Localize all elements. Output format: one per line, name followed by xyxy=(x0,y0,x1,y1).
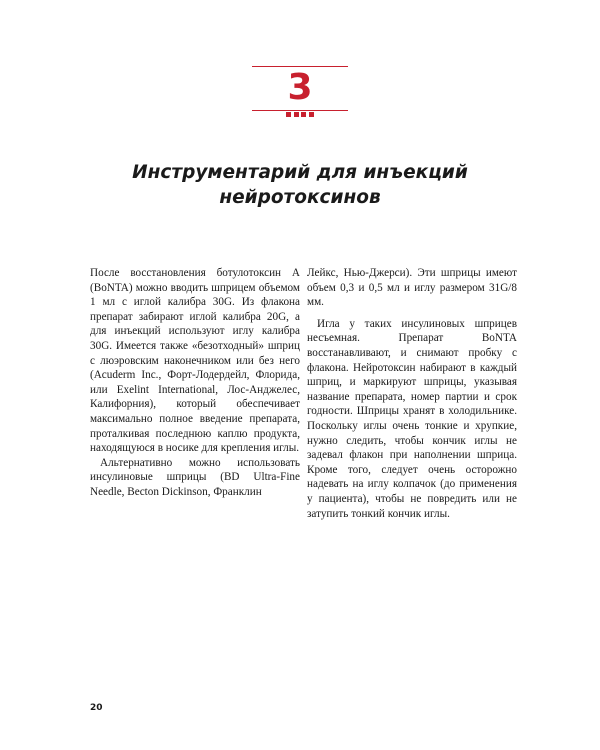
page-number: 20 xyxy=(90,703,103,713)
chapter-title-line-1: Инструментарий для инъекций xyxy=(132,162,468,183)
body-column-left xyxy=(90,266,300,500)
chapter-title-line-2: нейротоксинов xyxy=(219,187,381,208)
ornament-dot xyxy=(294,112,299,117)
body-paragraph: Альтернативно можно использовать инсулиновые шприцы (BD Ultra-Fine Needle, Becton Dickinson, Франклин xyxy=(90,456,300,498)
body-paragraph: Лейкс, Нью-Джерси). Эти шприцы имеют объем 0,3 и 0,5 мл и иглу размером 31G/8 мм. xyxy=(307,267,517,309)
ornament-dot xyxy=(309,112,314,117)
chapter-ornament xyxy=(286,112,314,118)
chapter-number: 3 xyxy=(287,67,313,108)
chapter-title xyxy=(100,160,500,210)
ornament-dot xyxy=(301,112,306,117)
body-paragraph: После восстановления ботулотоксин A (BoNTA) можно вводить шприцем объемом 1 мл с иглой калибра 30G. Из флакона препарат забирают иглой калибра 20G, а для инъекций используют иглу калибра 30G. Имеется также «безотходный» шприц с люэровским наконечником или без него (Acuderm Inc., Форт-Лодердейл, Флорида, или Exelint International, Лос-Анджелес, Калифорния), который обеспечивает максимально полное введение препарата, проталкивая последнюю каплю продукта, находящуюся в носике для крепления иглы. xyxy=(90,267,300,455)
ornament-dot xyxy=(286,112,291,117)
chapter-rule-bottom xyxy=(252,110,348,111)
body-column-right xyxy=(307,266,517,521)
body-paragraph: Игла у таких инсулиновых шприцев несъемная. Препарат BoNTA восстанавливают, и снимают пробку с флакона. Нейротоксин набирают в каждый шприц, и маркируют шприцы, указывая название препарата, номер партии и срок годности. Шприцы хранят в холодильнике. Поскольку иглы очень тонкие и хрупкие, нужно следить, чтобы кончик иглы не задевал флакон при наполнении шприца. Кроме того, следует очень осторожно надевать на иглу колпачок (до применения у пациента), чтобы не повредить или не затупить тонкий кончик иглы. xyxy=(307,317,517,520)
